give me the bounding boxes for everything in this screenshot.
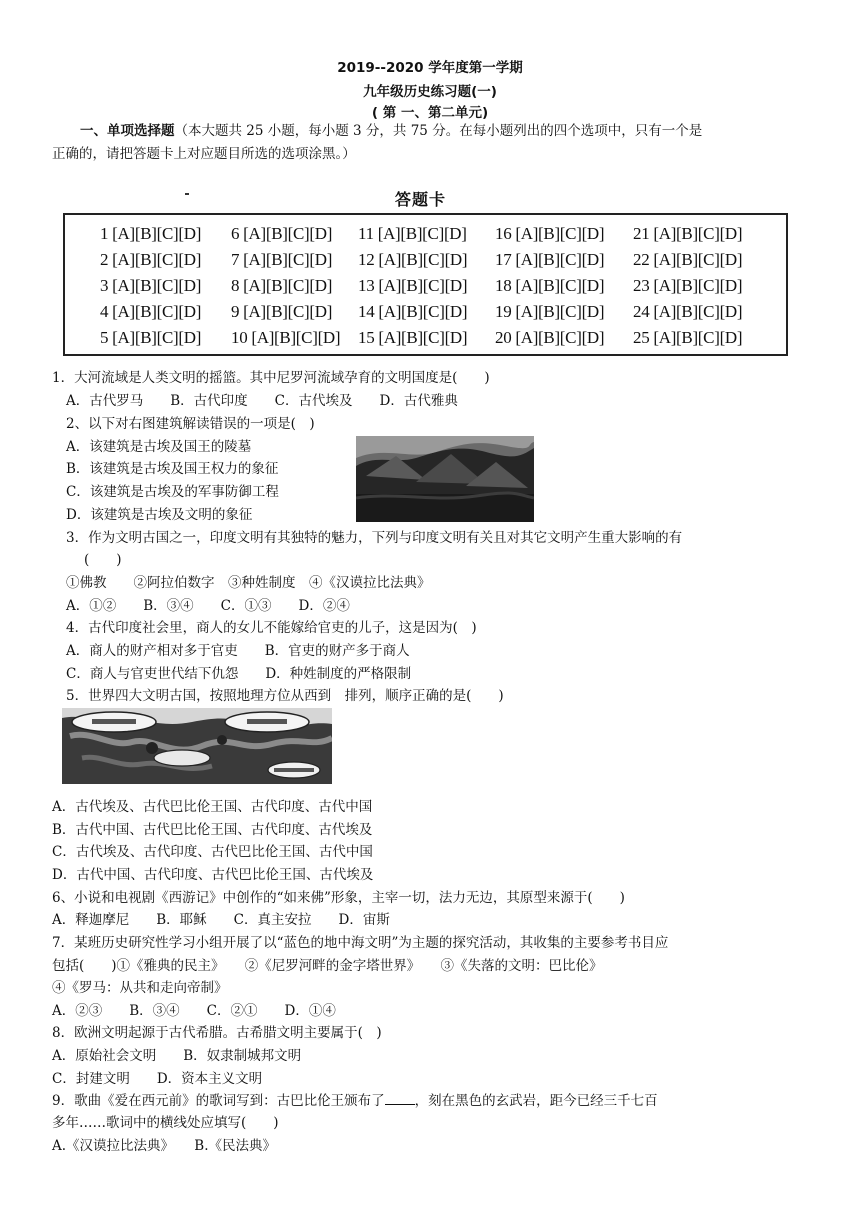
exam-title: 九年级历史练习题(一) <box>363 84 497 100</box>
q5-option-d: D．古代中国、古代印度、古代巴比伦王国、古代埃及 <box>52 867 374 883</box>
q9-stem-2: 多年……歌词中的横线处应填写( ) <box>52 1115 279 1131</box>
scan-speck <box>185 193 189 195</box>
q4-stem: 4．古代印度社会里，商人的女儿不能嫁给官吏的儿子，这是因为( ) <box>66 620 477 636</box>
q2-option-a: A．该建筑是古埃及国王的陵墓 <box>66 439 252 455</box>
section-instruction-line1: 一、单项选择题（本大题共 25 小题，每小题 3 分，共 75 分。在每小题列出的四个选项中，只有一个是 <box>80 123 703 139</box>
answer-card-item: 22 [A][B][C][D] <box>633 250 743 269</box>
q7-stem-3: ④《罗马：从共和走向帝制》 <box>52 980 228 996</box>
q9-stem-1: 9．歌曲《爱在西元前》的歌词写到：古巴比伦王颁布了 ，刻在黑色的玄武岩，距今已经三千七百 <box>52 1093 658 1109</box>
q2-option-d: D．该建筑是古埃及文明的象征 <box>66 507 253 523</box>
answer-card-item: 24 [A][B][C][D] <box>633 302 743 321</box>
q3-items: ①佛教 ②阿拉伯数字 ③种姓制度 ④《汉谟拉比法典》 <box>66 575 431 591</box>
q8-options-2: C．封建文明 D．资本主义文明 <box>52 1071 263 1087</box>
exam-scope: ( 第 一、第二单元) <box>371 105 489 121</box>
q9-options: A.《汉谟拉比法典》 B.《民法典》 <box>52 1138 277 1154</box>
answer-card-item: 6 [A][B][C][D] <box>231 224 333 243</box>
q6-options: A．释迦摩尼 B．耶稣 C．真主安拉 D．宙斯 <box>52 912 390 928</box>
q2-option-b: B．该建筑是古埃及国王权力的象征 <box>66 461 279 477</box>
answer-card-item: 19 [A][B][C][D] <box>495 302 605 321</box>
q5-option-b: B．古代中国、古代巴比伦王国、古代印度、古代埃及 <box>52 822 373 838</box>
section-instruction-line2: 正确的，请把答题卡上对应题目所选的选项涂黑。） <box>52 146 356 162</box>
q3-options: A．①② B．③④ C．①③ D．②④ <box>66 598 350 614</box>
q2-option-c: C．该建筑是古埃及的军事防御工程 <box>66 484 279 500</box>
q5-stem: 5．世界四大文明古国，按照地理方位从西到 排列，顺序正确的是( ) <box>66 688 504 704</box>
answer-card-item: 25 [A][B][C][D] <box>633 328 743 347</box>
answer-card-item: 21 [A][B][C][D] <box>633 224 743 243</box>
answer-card-item: 8 [A][B][C][D] <box>231 276 333 295</box>
q8-stem: 8．欧洲文明起源于古代希腊。古希腊文明主要属于( ) <box>52 1025 382 1041</box>
q3-stem: 3．作为文明古国之一，印度文明有其独特的魅力，下列与印度文明有关且对其它文明产生重大影响的有 <box>66 530 683 546</box>
answer-card-item: 11 [A][B][C][D] <box>358 224 467 243</box>
q3-paren: ( ) <box>84 552 122 568</box>
answer-card-item: 15 [A][B][C][D] <box>358 328 468 347</box>
q2-stem: 2、以下对右图建筑解读错误的一项是( ) <box>66 416 315 432</box>
answer-card-item: 12 [A][B][C][D] <box>358 250 468 269</box>
q6-stem: 6、小说和电视剧《西游记》中创作的“如来佛”形象，主宰一切，法力无边，其原型来源于( ) <box>52 890 625 906</box>
answer-card-item: 18 [A][B][C][D] <box>495 276 605 295</box>
answer-card-item: 4 [A][B][C][D] <box>100 302 202 321</box>
ancient-civilizations-map <box>62 708 332 784</box>
q4-options-2: C．商人与官吏世代结下仇怨 D．种姓制度的严格限制 <box>66 666 412 682</box>
q7-stem-1: 7．某班历史研究性学习小组开展了以“蓝色的地中海文明”为主题的探究活动，其收集的主要参考书目应 <box>52 935 669 951</box>
answer-card-title: 答题卡 <box>395 190 447 209</box>
answer-card-item: 10 [A][B][C][D] <box>231 328 341 347</box>
answer-card-item: 5 [A][B][C][D] <box>100 328 202 347</box>
school-year: 2019--2020 学年度第一学期 <box>337 60 523 76</box>
answer-card-item: 16 [A][B][C][D] <box>495 224 605 243</box>
q5-option-c: C．古代埃及、古代印度、古代巴比伦王国、古代中国 <box>52 844 373 860</box>
q4-options-1: A．商人的财产相对多于官吏 B．官吏的财产多于商人 <box>66 643 410 659</box>
section-heading: 一、单项选择题 <box>80 123 175 139</box>
answer-card-item: 1 [A][B][C][D] <box>100 224 202 243</box>
q1-stem: 1．大河流域是人类文明的摇篮。其中尼罗河流域孕育的文明国度是( ) <box>52 370 490 386</box>
q5-option-a: A．古代埃及、古代巴比伦王国、古代印度、古代中国 <box>52 799 373 815</box>
q1-options: A．古代罗马 B．古代印度 C．古代埃及 D．古代雅典 <box>66 393 458 409</box>
answer-card-item: 3 [A][B][C][D] <box>100 276 202 295</box>
q8-options-1: A．原始社会文明 B．奴隶制城邦文明 <box>52 1048 302 1064</box>
q7-stem-2: 包括( )①《雅典的民主》 ②《尼罗河畔的金字塔世界》 ③《失落的文明：巴比伦》 <box>52 958 603 974</box>
answer-card <box>63 213 788 356</box>
answer-card-item: 2 [A][B][C][D] <box>100 250 202 269</box>
answer-card-item: 20 [A][B][C][D] <box>495 328 605 347</box>
q7-options: A．②③ B．③④ C．②① D．①④ <box>52 1003 336 1019</box>
answer-card-item: 17 [A][B][C][D] <box>495 250 605 269</box>
answer-card-item: 14 [A][B][C][D] <box>358 302 468 321</box>
q9-blank <box>385 1092 415 1105</box>
answer-card-item: 9 [A][B][C][D] <box>231 302 333 321</box>
answer-card-item: 7 [A][B][C][D] <box>231 250 333 269</box>
answer-card-item: 13 [A][B][C][D] <box>358 276 468 295</box>
pyramid-photo <box>356 436 534 522</box>
answer-card-item: 23 [A][B][C][D] <box>633 276 743 295</box>
